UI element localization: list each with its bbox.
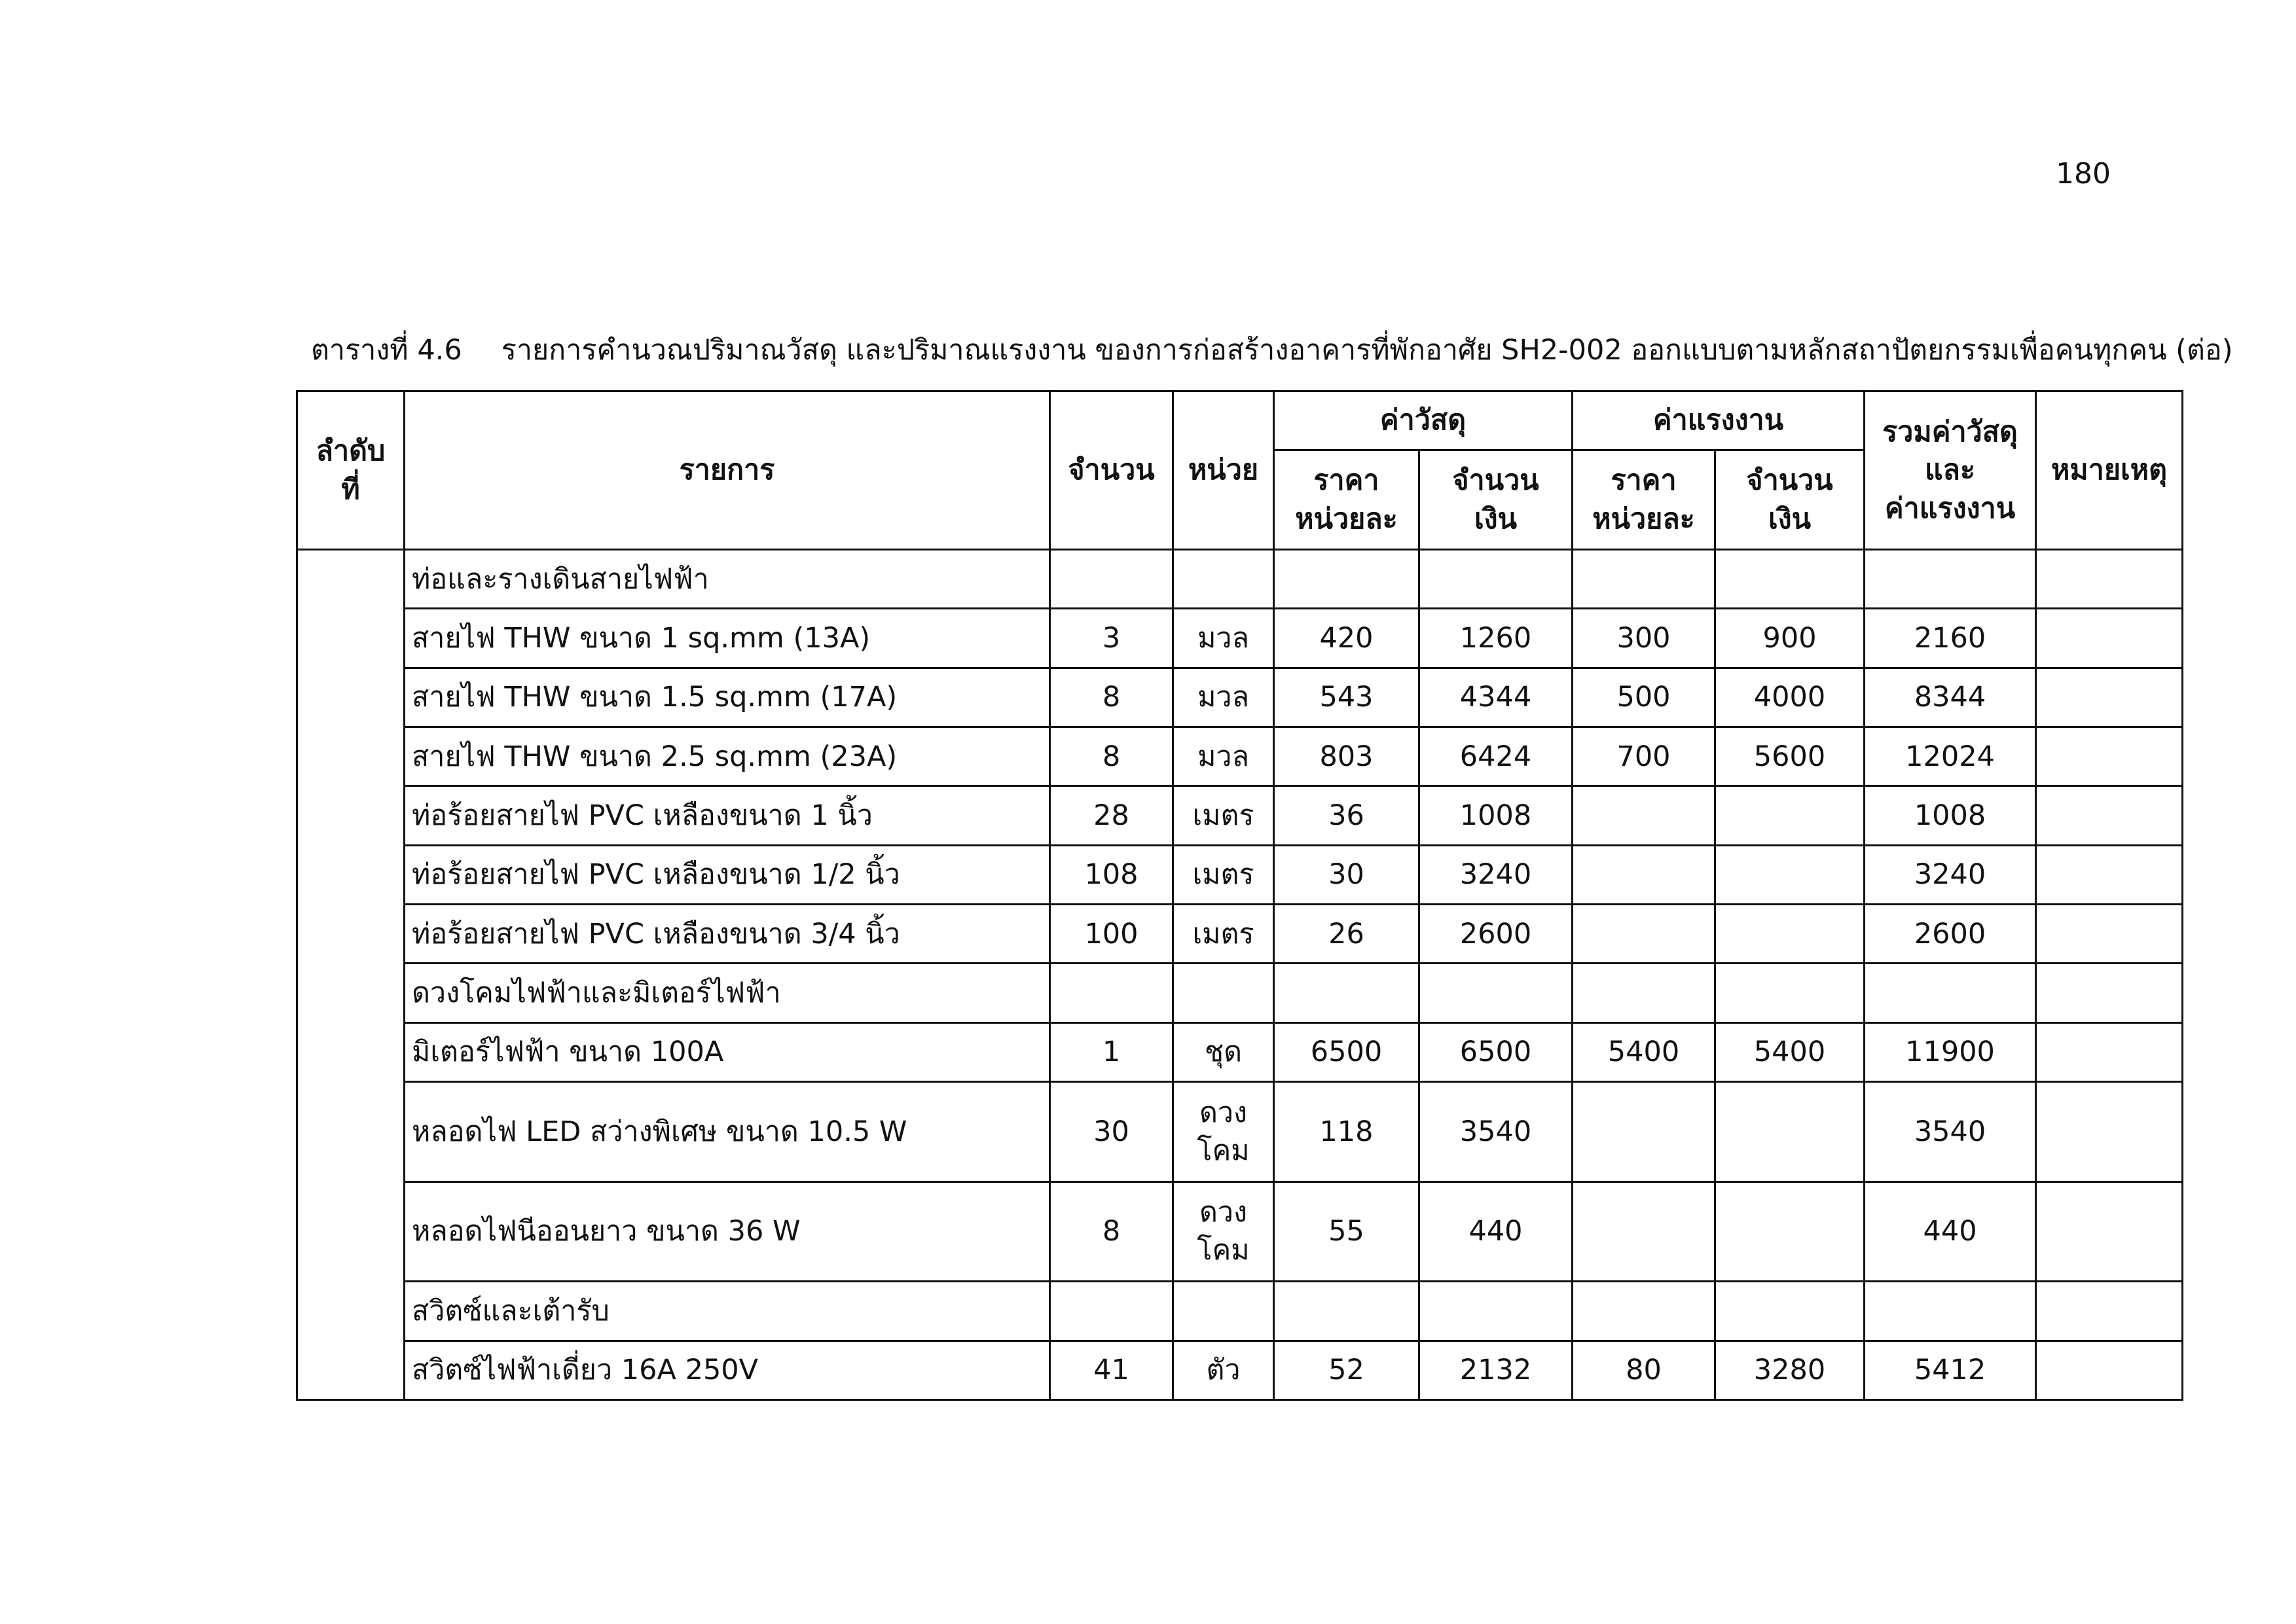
material-unit-price-cell: 36	[1274, 786, 1419, 845]
item-name: ท่อร้อยสายไฟ PVC เหลืองขนาด 3/4 นิ้ว	[405, 905, 1050, 964]
unit-cell: ชุด	[1173, 1022, 1274, 1081]
table-row	[297, 668, 2183, 727]
total-cell: 2160	[1865, 609, 2036, 668]
material-amount-cell: 4344	[1419, 668, 1573, 727]
table-body	[297, 550, 2183, 1400]
group-row	[297, 1282, 2183, 1341]
labor-amount-cell: 5600	[1715, 727, 1865, 786]
material-amount-cell: 2600	[1419, 905, 1573, 964]
table-row	[297, 1082, 2183, 1182]
unit-cell	[1173, 550, 1274, 609]
material-amount-cell: 6424	[1419, 727, 1573, 786]
labor-unit-price-cell	[1573, 1082, 1715, 1182]
header-material-unit-price: ราคา หน่วยละ	[1274, 450, 1419, 550]
labor-amount-cell: 5400	[1715, 1022, 1865, 1081]
item-name: มิเตอร์ไฟฟ้า ขนาด 100A	[405, 1022, 1050, 1081]
material-unit-price-cell: 30	[1274, 845, 1419, 904]
labor-amount-cell	[1715, 1082, 1865, 1182]
total-cell: 3540	[1865, 1082, 2036, 1182]
remark-cell	[2036, 1082, 2183, 1182]
qty-cell: 3	[1050, 609, 1173, 668]
material-unit-price-cell: 543	[1274, 668, 1419, 727]
labor-unit-price-cell: 500	[1573, 668, 1715, 727]
remark-cell	[2036, 964, 2183, 1022]
material-unit-price-cell: 52	[1274, 1341, 1419, 1399]
unit-cell: มวล	[1173, 668, 1274, 727]
labor-unit-price-cell: 5400	[1573, 1022, 1715, 1081]
remark-cell	[2036, 1022, 2183, 1081]
total-cell	[1865, 964, 2036, 1022]
page-number: 180	[2056, 157, 2111, 190]
labor-amount-cell	[1715, 905, 1865, 964]
item-name: หลอดไฟนีออนยาว ขนาด 36 W	[405, 1182, 1050, 1282]
total-cell: 12024	[1865, 727, 2036, 786]
material-unit-price-cell: 420	[1274, 609, 1419, 668]
total-cell: 3240	[1865, 845, 2036, 904]
labor-unit-price-cell	[1573, 1282, 1715, 1341]
labor-unit-price-cell	[1573, 845, 1715, 904]
labor-unit-price-cell	[1573, 1182, 1715, 1282]
total-cell: 8344	[1865, 668, 2036, 727]
labor-amount-cell: 4000	[1715, 668, 1865, 727]
material-amount-cell	[1419, 1282, 1573, 1341]
table-row	[297, 905, 2183, 964]
total-cell: 11900	[1865, 1022, 2036, 1081]
unit-cell: ดวง โคม	[1173, 1082, 1274, 1182]
qty-cell	[1050, 550, 1173, 609]
material-amount-cell: 1008	[1419, 786, 1573, 845]
header-qty: จำนวน	[1050, 391, 1173, 550]
material-unit-price-cell	[1274, 550, 1419, 609]
remark-cell	[2036, 727, 2183, 786]
remark-cell	[2036, 905, 2183, 964]
group-row	[297, 964, 2183, 1022]
unit-cell: มวล	[1173, 609, 1274, 668]
header-material: ค่าวัสดุ	[1274, 391, 1573, 450]
material-amount-cell: 1260	[1419, 609, 1573, 668]
total-cell: 5412	[1865, 1341, 2036, 1399]
table-row	[297, 1182, 2183, 1282]
item-name: สวิตซ์ไฟฟ้าเดี่ยว 16A 250V	[405, 1341, 1050, 1399]
material-amount-cell	[1419, 550, 1573, 609]
qty-cell: 8	[1050, 668, 1173, 727]
header-remark: หมายเหตุ	[2036, 391, 2183, 550]
total-cell: 440	[1865, 1182, 2036, 1282]
remark-cell	[2036, 845, 2183, 904]
header-unit: หน่วย	[1173, 391, 1274, 550]
header-total: รวมค่าวัสดุ และ ค่าแรงงาน	[1865, 391, 2036, 550]
labor-amount-cell	[1715, 786, 1865, 845]
qty-cell: 41	[1050, 1341, 1173, 1399]
unit-cell: เมตร	[1173, 905, 1274, 964]
material-unit-price-cell: 6500	[1274, 1022, 1419, 1081]
caption-label: ตารางที่ 4.6	[311, 334, 462, 367]
labor-amount-cell	[1715, 1182, 1865, 1282]
remark-cell	[2036, 1182, 2183, 1282]
qty-cell	[1050, 1282, 1173, 1341]
caption-text: รายการคำนวณปริมาณวัสดุ และปริมาณแรงงาน ของการก่อสร้างอาคารที่พักอาศัย SH2-002 ออกแบบตามหลักสถาปัตยกรรมเพื่อคนทุกคน (ต่อ)	[501, 334, 2233, 367]
unit-cell	[1173, 1282, 1274, 1341]
unit-cell: ดวง โคม	[1173, 1182, 1274, 1282]
table-row	[297, 727, 2183, 786]
item-name: สายไฟ THW ขนาด 1.5 sq.mm (17A)	[405, 668, 1050, 727]
material-unit-price-cell: 118	[1274, 1082, 1419, 1182]
remark-cell	[2036, 1341, 2183, 1399]
material-amount-cell: 440	[1419, 1182, 1573, 1282]
material-unit-price-cell	[1274, 1282, 1419, 1341]
seq-cell	[297, 550, 405, 1400]
qty-cell: 30	[1050, 1082, 1173, 1182]
qty-cell: 100	[1050, 905, 1173, 964]
labor-unit-price-cell	[1573, 550, 1715, 609]
labor-unit-price-cell: 700	[1573, 727, 1715, 786]
labor-amount-cell	[1715, 1282, 1865, 1341]
group-title: สวิตซ์และเต้ารับ	[405, 1282, 1050, 1341]
labor-amount-cell: 900	[1715, 609, 1865, 668]
remark-cell	[2036, 1282, 2183, 1341]
material-unit-price-cell	[1274, 964, 1419, 1022]
labor-unit-price-cell	[1573, 905, 1715, 964]
material-amount-cell: 2132	[1419, 1341, 1573, 1399]
group-title: ดวงโคมไฟฟ้าและมิเตอร์ไฟฟ้า	[405, 964, 1050, 1022]
labor-amount-cell	[1715, 550, 1865, 609]
table-row	[297, 786, 2183, 845]
table-row	[297, 1022, 2183, 1081]
total-cell: 1008	[1865, 786, 2036, 845]
materials-labor-table	[296, 390, 2183, 1401]
table-row	[297, 1341, 2183, 1399]
remark-cell	[2036, 786, 2183, 845]
material-unit-price-cell: 26	[1274, 905, 1419, 964]
qty-cell: 28	[1050, 786, 1173, 845]
material-amount-cell: 3540	[1419, 1082, 1573, 1182]
material-unit-price-cell: 803	[1274, 727, 1419, 786]
remark-cell	[2036, 668, 2183, 727]
labor-unit-price-cell	[1573, 786, 1715, 845]
total-cell	[1865, 1282, 2036, 1341]
item-name: สายไฟ THW ขนาด 2.5 sq.mm (23A)	[405, 727, 1050, 786]
unit-cell: ตัว	[1173, 1341, 1274, 1399]
labor-unit-price-cell	[1573, 964, 1715, 1022]
remark-cell	[2036, 609, 2183, 668]
header-seq: ลำดับ ที่	[297, 391, 405, 550]
labor-amount-cell	[1715, 964, 1865, 1022]
material-amount-cell: 3240	[1419, 845, 1573, 904]
qty-cell: 8	[1050, 727, 1173, 786]
material-unit-price-cell: 55	[1274, 1182, 1419, 1282]
table-caption	[311, 327, 2232, 372]
material-amount-cell	[1419, 964, 1573, 1022]
unit-cell: เมตร	[1173, 845, 1274, 904]
header-labor: ค่าแรงงาน	[1573, 391, 1865, 450]
header-labor-unit-price: ราคา หน่วยละ	[1573, 450, 1715, 550]
item-name: หลอดไฟ LED สว่างพิเศษ ขนาด 10.5 W	[405, 1082, 1050, 1182]
table-row	[297, 845, 2183, 904]
qty-cell	[1050, 964, 1173, 1022]
group-row	[297, 550, 2183, 609]
header-labor-amount: จำนวน เงิน	[1715, 450, 1865, 550]
remark-cell	[2036, 550, 2183, 609]
labor-amount-cell	[1715, 845, 1865, 904]
item-name: ท่อร้อยสายไฟ PVC เหลืองขนาด 1/2 นิ้ว	[405, 845, 1050, 904]
item-name: สายไฟ THW ขนาด 1 sq.mm (13A)	[405, 609, 1050, 668]
header-item: รายการ	[405, 391, 1050, 550]
unit-cell: เมตร	[1173, 786, 1274, 845]
labor-amount-cell: 3280	[1715, 1341, 1865, 1399]
qty-cell: 108	[1050, 845, 1173, 904]
unit-cell	[1173, 964, 1274, 1022]
total-cell: 2600	[1865, 905, 2036, 964]
labor-unit-price-cell: 300	[1573, 609, 1715, 668]
header-material-amount: จำนวน เงิน	[1419, 450, 1573, 550]
material-amount-cell: 6500	[1419, 1022, 1573, 1081]
qty-cell: 1	[1050, 1022, 1173, 1081]
total-cell	[1865, 550, 2036, 609]
group-title: ท่อและรางเดินสายไฟฟ้า	[405, 550, 1050, 609]
qty-cell: 8	[1050, 1182, 1173, 1282]
table-row	[297, 609, 2183, 668]
unit-cell: มวล	[1173, 727, 1274, 786]
item-name: ท่อร้อยสายไฟ PVC เหลืองขนาด 1 นิ้ว	[405, 786, 1050, 845]
labor-unit-price-cell: 80	[1573, 1341, 1715, 1399]
